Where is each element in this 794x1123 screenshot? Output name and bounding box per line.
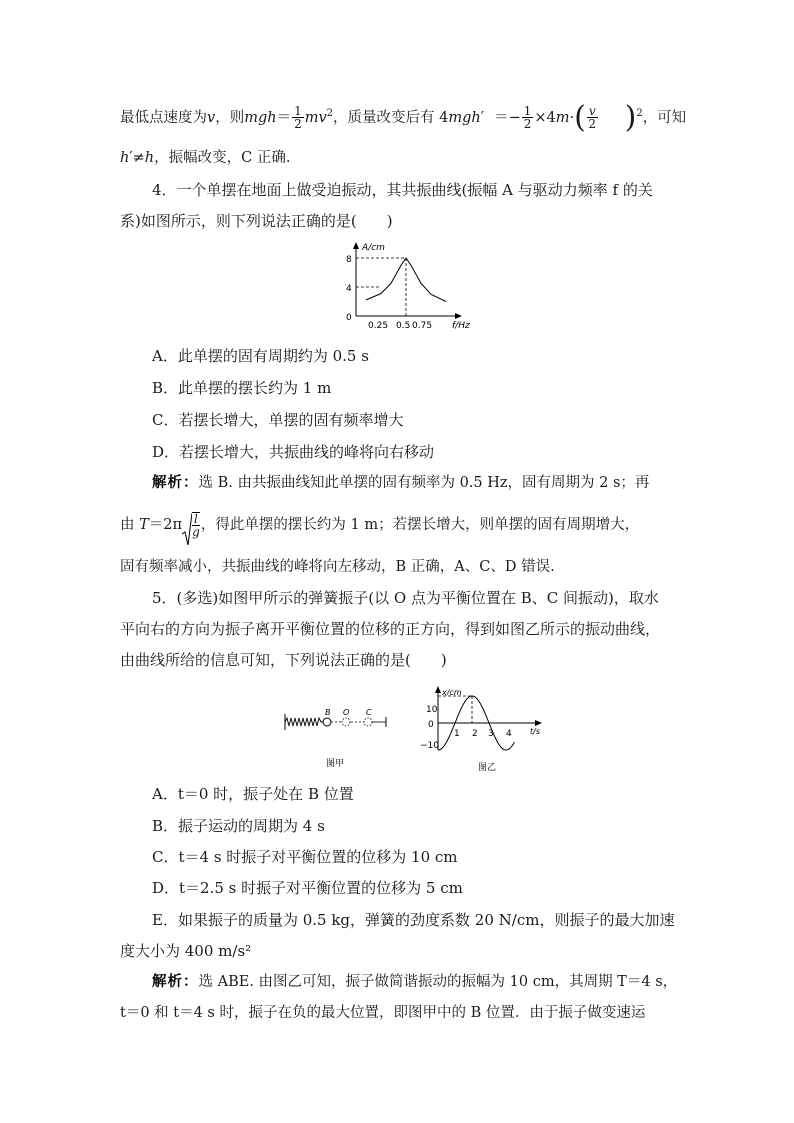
q4-analysis-line-2: 由 T＝2π $\frac{l}{g}$ ，得此单摆的摆长约为 1 m；若摆长增大，则单摆的固有周期增大， [120,512,639,538]
label-o: O [343,708,350,717]
fraction-half-2: $\frac{1}{2}$ [523,104,532,132]
q5-xtick-3: 3 [488,729,494,739]
q5-xtick-1: 1 [454,729,460,739]
q5-stem-line-3: 由曲线所给的信息可知，下列说法正确的是( ) [120,651,447,669]
q5-option-e-line-2: 度大小为 400 m/s² [120,942,252,960]
q5-figure-a-spring-oscillator [282,706,394,770]
q4-ytick-4: 4 [346,284,352,294]
q5-option-c: C．t＝4 s 时振子对平衡位置的位移为 10 cm [152,848,458,866]
ball-b [323,718,331,726]
q5-xtick-2: 2 [472,729,478,739]
q5-xlabel: t/s [530,727,540,736]
q4-xlabel: f/Hz [452,321,470,331]
q5-option-b: B．振子运动的周期为 4 s [152,817,325,835]
q5-ylabel: x/cm [442,688,462,697]
prev-analysis-line-1: 最低点速度为v，则mgh＝ $\frac{1}{2}$ $mv^2$，质量改变后有 4mgh′ ＝− $\frac{1}{2}$ ×4m·( $\frac{v}{2}$ )$^2$，可知 [120,99,687,135]
q4-option-a: A．此单摆的固有周期约为 0.5 s [152,347,369,365]
q4-xtick-05: 0.5 [396,321,411,331]
q4-analysis-label: 解析： [152,474,199,491]
caption-fig-a: 图甲 [326,759,345,769]
label-b: B [325,708,331,717]
q5-analysis-line-2: t＝0 和 t＝4 s 时，振子在负的最大位置，即图甲中的 B 位置．由于振子做变速运 [120,1005,646,1021]
label-c: C [366,708,372,717]
q5-option-d: D．t＝2.5 s 时振子对平衡位置的位移为 5 cm [152,879,463,897]
sqrt-l-over-g: $\frac{l}{g}$ [182,512,201,538]
q4-option-d: D．若摆长增大，共振曲线的峰将向右移动 [152,443,435,461]
q4-analysis-line-1: 解析：选 B. 由共振曲线知此单摆的固有频率为 0.5 Hz，固有周期为 2 s；再 [152,474,650,491]
ball-c [364,718,372,726]
ball-o [342,718,350,726]
q5-analysis-label: 解析： [152,973,199,990]
caption-fig-b: 图乙 [478,763,497,772]
q5-figure-b-vibration-graph [420,686,550,772]
q5-option-e-line-1: E．如果振子的质量为 0.5 kg，弹簧的劲度系数 20 N/cm，则振子的最大加速 [152,911,675,929]
fraction-v-over-2: $\frac{v}{2}$ [588,104,597,132]
q4-resonance-graph [328,238,478,333]
q4-xtick-025: 0.25 [368,321,389,331]
q5-stem-line-1: 5．(多选)如图甲所示的弹簧振子(以 O 点为平衡位置在 B、C 间振动)，取水 [152,589,659,607]
q4-analysis-line-3: 固有频率减小，共振曲线的峰将向左移动，B 正确，A、C、D 错误. [120,559,555,575]
q4-xtick-075: 0.75 [412,321,433,331]
q4-stem-line-1: 4．一个单摆在地面上做受迫振动，其共振曲线(振幅 A 与驱动力频率 f 的关 [152,181,653,199]
q5-ytick-0: 0 [428,720,434,730]
q4-ylabel: A/cm [362,243,385,253]
q4-option-c: C．若摆长增大，单摆的固有频率增大 [152,411,404,429]
q5-ytick-10: 10 [426,705,438,715]
q5-option-a: A．t＝0 时，振子处在 B 位置 [152,785,354,803]
q5-stem-line-2: 平向右的方向为振子离开平衡位置的位移的正方向，得到如图乙所示的振动曲线， [120,620,661,638]
q5-xtick-4: 4 [506,729,512,739]
prev-analysis-line-2: h′≠h，振幅改变，C 正确. [120,150,291,166]
q5-analysis-line-1: 解析：选 ABE. 由图乙可知，振子做简谐振动的振幅为 10 cm，其周期 T＝4 s， [152,973,678,990]
spring [285,718,324,726]
q5-ytick-neg10: −10 [420,741,439,751]
q4-origin: 0 [346,313,352,323]
q4-stem-line-2: 系)如图所示，则下列说法正确的是( ) [120,212,393,230]
q4-ytick-8: 8 [346,255,352,265]
q4-option-b: B．此单摆的摆长约为 1 m [152,379,332,397]
fraction-half: $\frac{1}{2}$ [294,104,302,132]
